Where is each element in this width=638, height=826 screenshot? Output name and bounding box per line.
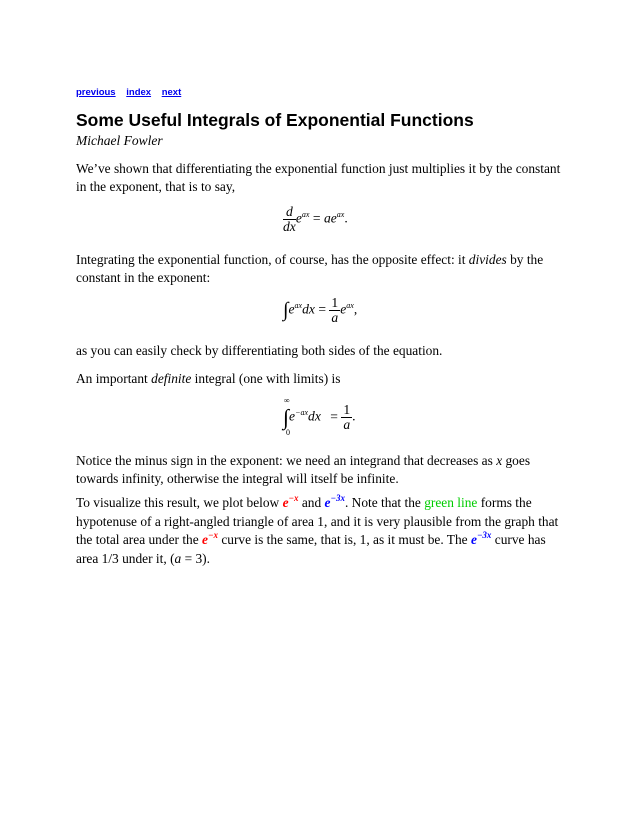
paragraph-1: We’ve shown that differentiating the exponential function just multiplies it by the constant in the exponent, that is to say, bbox=[76, 161, 561, 194]
equation-definite-integral: $\int e^{-ax}dx$ = $\frac{1}{a}$ . bbox=[283, 402, 356, 432]
page-title: Some Useful Integrals of Exponential Functions bbox=[76, 110, 474, 130]
next-link[interactable]: next bbox=[161, 87, 182, 98]
previous-link[interactable]: previous bbox=[76, 87, 116, 98]
equation-indefinite-integral: $\int e^{ax}dx$ = $\frac{1}{a}$ $e^{ax}$, bbox=[283, 295, 358, 325]
equation-derivative: $\frac{d}{dx}$ $e^{ax} = ae^{ax}$. bbox=[283, 204, 348, 234]
author: Michael Fowler bbox=[76, 133, 163, 148]
lower-limit: 0 bbox=[286, 428, 290, 437]
upper-limit: ∞ bbox=[284, 396, 290, 405]
paragraph-4: An important definite integral (one with limits) is bbox=[76, 371, 341, 386]
nav-bar bbox=[76, 87, 189, 98]
index-link[interactable]: index bbox=[126, 87, 152, 98]
paragraph-6: To visualize this result, we plot below $e^{-x}$ and $e^{-3x}$. Note that the green line forms the hypotenuse of a right-angled triangle of area 1, and it is very plausible from the graph that the total area under the $e^{-x}$ curve is the same, that is, 1, as it must be. The $e^{-3x}$ curve has area 1/3 under it, (a = 3). bbox=[76, 493, 559, 566]
paragraph-3: as you can easily check by differentiating both sides of the equation. bbox=[76, 343, 443, 358]
paragraph-2: Integrating the exponential function, of course, has the opposite effect: it divides by the constant in the exponent: bbox=[76, 252, 544, 285]
paragraph-5: Notice the minus sign in the exponent: we need an integrand that decreases as x goes towards infinity, otherwise the integral will itself be infinite. bbox=[76, 453, 531, 486]
